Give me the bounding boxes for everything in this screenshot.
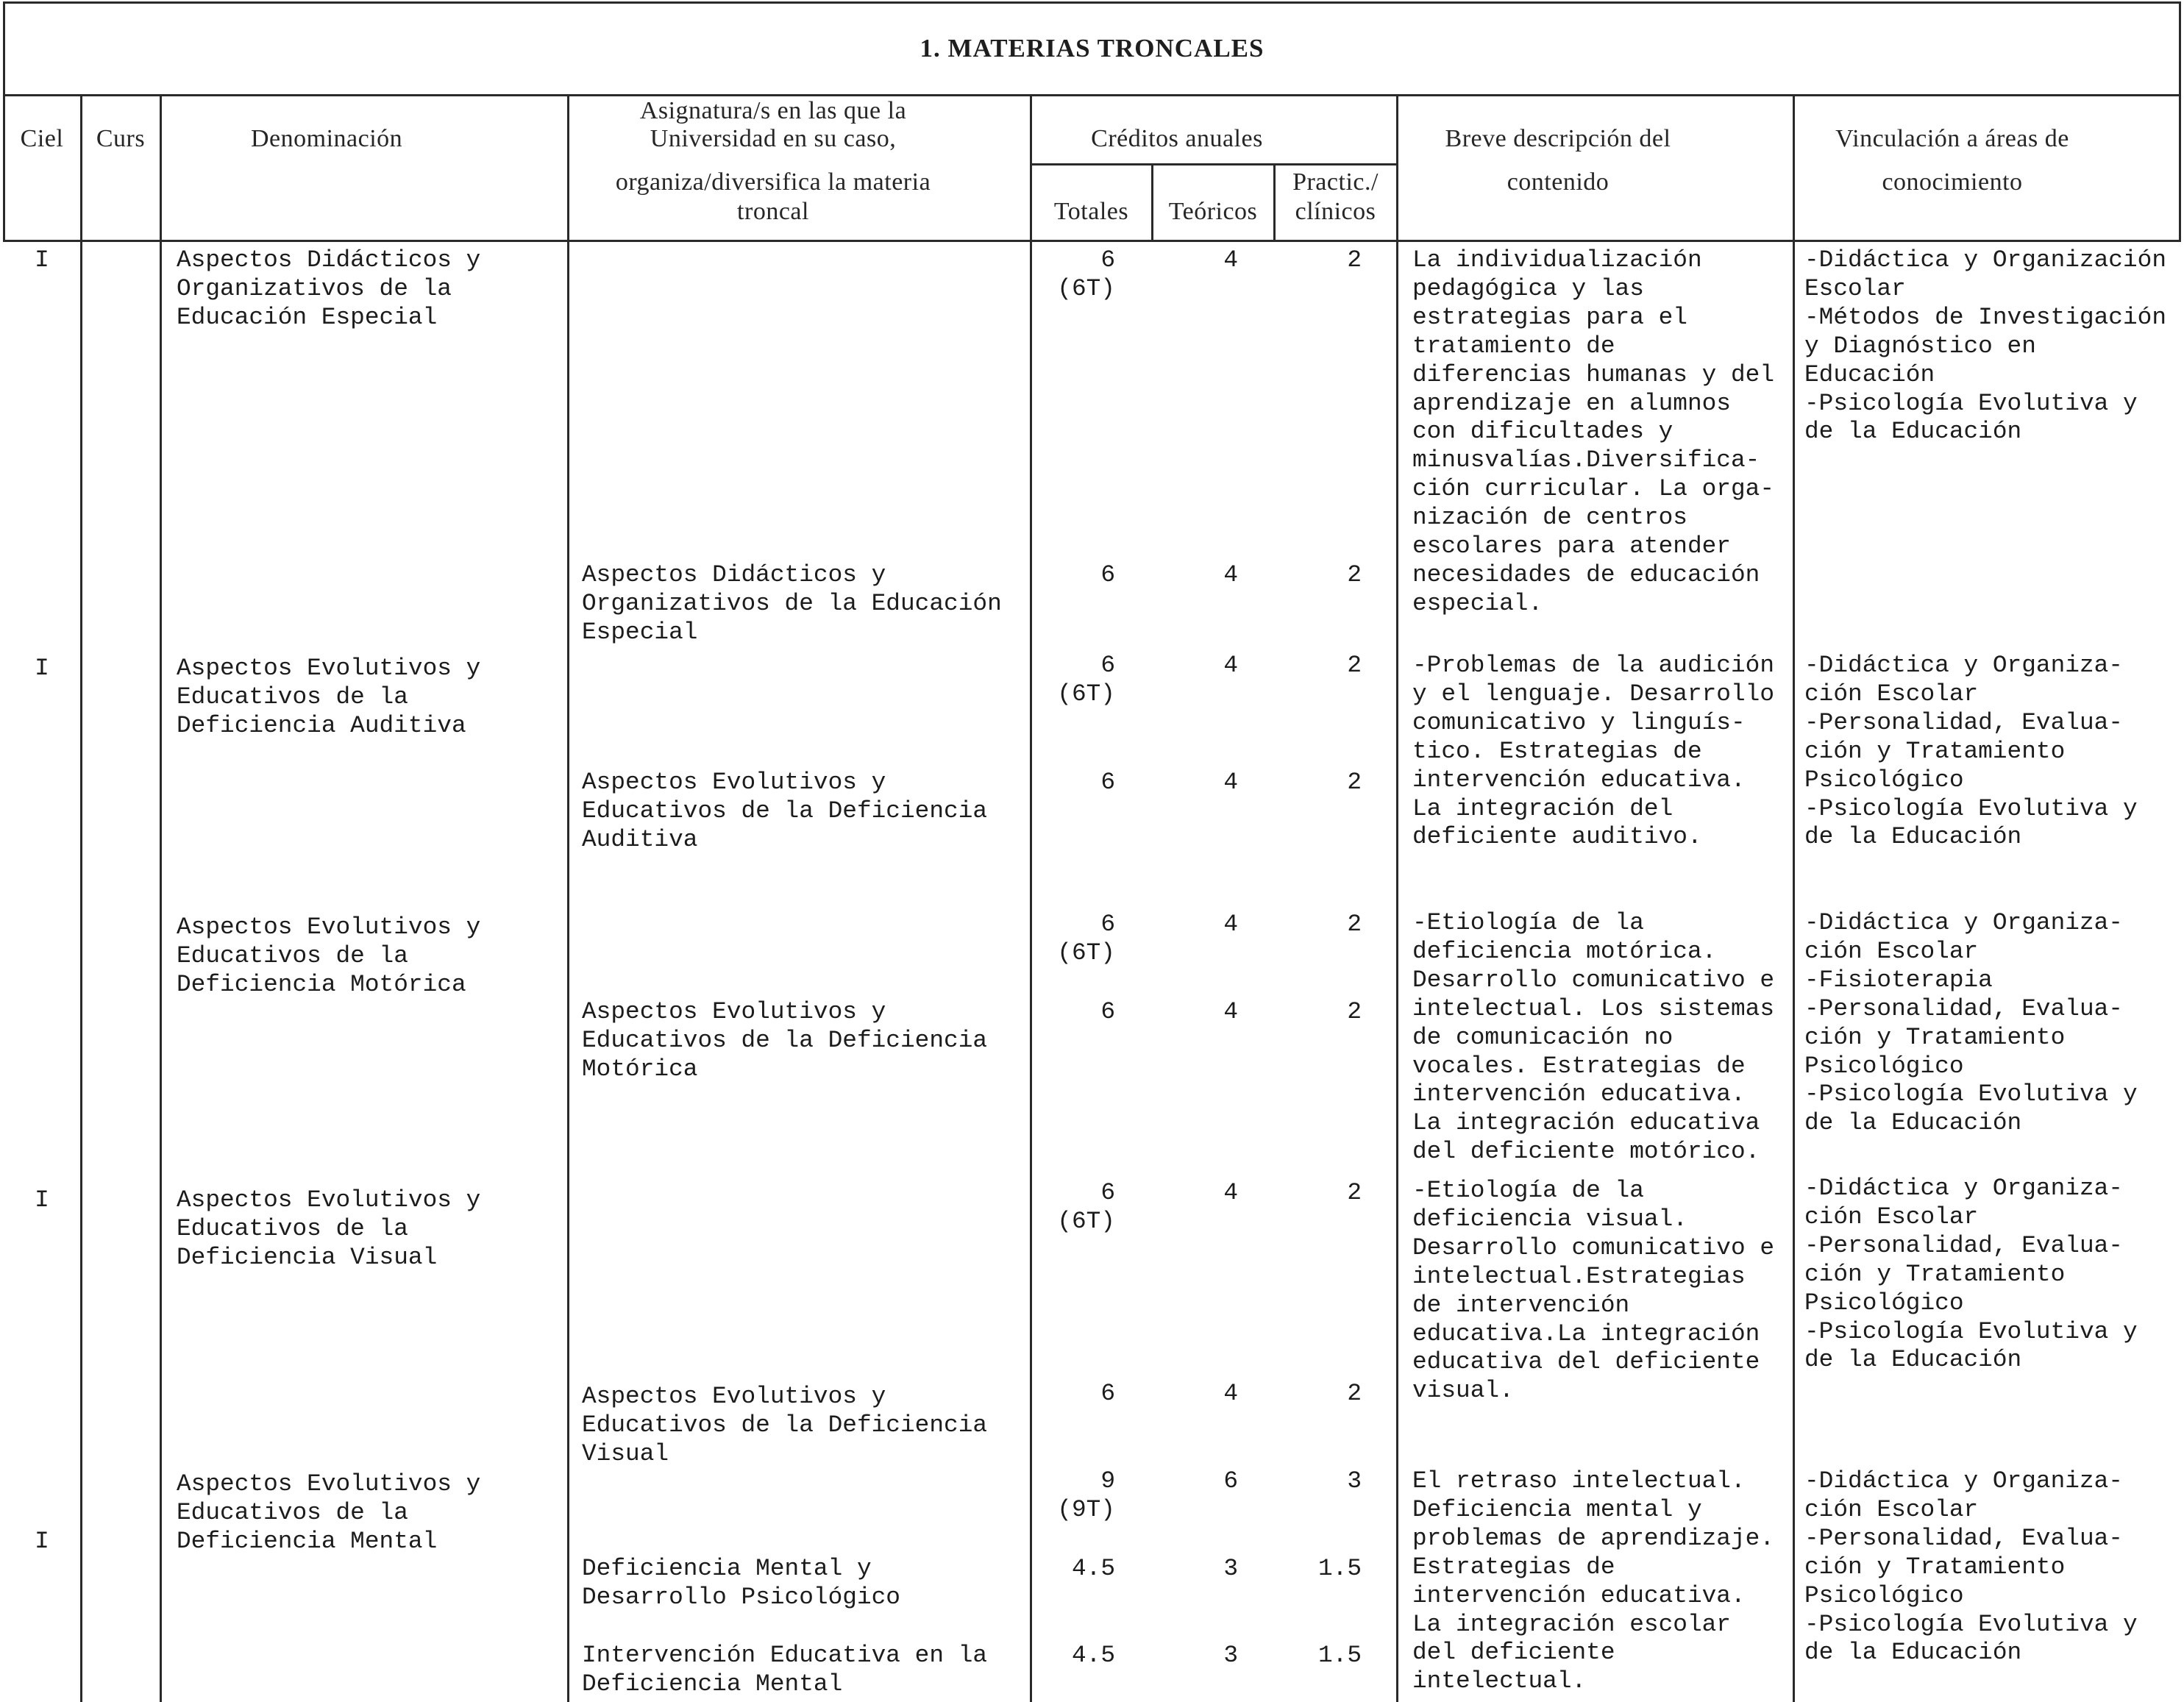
creditos-split-rule bbox=[1031, 163, 1397, 165]
creditos-practicos-cell: 2 bbox=[1347, 911, 1362, 938]
creditos-totales-cell: 6 bbox=[1100, 246, 1115, 274]
column-rule-descripcion bbox=[1793, 95, 1795, 1702]
vinculacion-cell: -Didáctica y Organiza- ción Escolar -Fisioterapia -Personalidad, Evalua- ción y Tratamiento Psicológico -Psicología Evolutiva y de la Educación bbox=[1804, 909, 2138, 1137]
asignatura-practicos-cell: 2 bbox=[1347, 1380, 1362, 1407]
descripcion-cell: -Etiología de la deficiencia visual. Desarrollo comunicativo e intelectual.Estrategias de intervención educativa.La integración educativa del deficiente visual. bbox=[1412, 1177, 1775, 1405]
asignatura-practicos-cell: 2 bbox=[1347, 561, 1362, 588]
descripcion-cell: -Etiología de la deficiencia motórica. Desarrollo comunicativo e intelectual. Los sistemas de comunicación no vocales. Estrategias de intervención educativa. La integración educativa del deficiente motórico. bbox=[1412, 909, 1775, 1166]
ciclo-cell: I bbox=[35, 246, 49, 274]
creditos-totales-tipo-cell: (6T) bbox=[1057, 680, 1115, 708]
asignatura-nombre-cell: Deficiencia Mental y Desarrollo Psicológico bbox=[582, 1555, 900, 1611]
column-rule-ciclo bbox=[80, 95, 82, 1702]
asignatura-totales-cell: 6 bbox=[1100, 998, 1115, 1025]
creditos-teoricos-cell: 6 bbox=[1223, 1467, 1238, 1495]
creditos-teoricos-cell: 4 bbox=[1223, 652, 1238, 679]
asignatura-nombre-cell: Aspectos Evolutivos y Educativos de la Deficiencia Auditiva bbox=[582, 769, 988, 853]
asignatura-nombre-cell: Aspectos Didácticos y Organizativos de la Educación Especial bbox=[582, 561, 1002, 646]
ciclo-cell: I bbox=[35, 655, 49, 682]
denominacion-cell: Aspectos Evolutivos y Educativos de la Deficiencia Mental bbox=[177, 1470, 481, 1555]
column-rule-curso bbox=[160, 95, 162, 1702]
creditos-totales-tipo-cell: (6T) bbox=[1057, 275, 1115, 302]
creditos-totales-tipo-cell: (6T) bbox=[1057, 1208, 1115, 1235]
descripcion-cell: La individualización pedagógica y las estrategias para el tratamiento de diferencias humanas y del aprendizaje en alumnos con dificultades y minusvalías.Diversifica- ción curricular. La orga- nización de centros escolares para atender necesidades de educación especial. bbox=[1412, 246, 1775, 617]
creditos-practicos-cell: 2 bbox=[1347, 1179, 1362, 1206]
asignatura-nombre-cell: Aspectos Evolutivos y Educativos de la Deficiencia Motórica bbox=[582, 998, 988, 1083]
denominacion-cell: Aspectos Evolutivos y Educativos de la Deficiencia Motórica bbox=[177, 914, 481, 998]
header-curso: Curs bbox=[96, 125, 146, 152]
asignatura-teoricos-cell: 3 bbox=[1223, 1555, 1238, 1582]
vinculacion-cell: -Didáctica y Organización Escolar -Métodos de Investigación y Diagnóstico en Educación -Psicología Evolutiva y de la Educación bbox=[1804, 246, 2167, 446]
asignatura-totales-cell: 4.5 bbox=[1071, 1642, 1115, 1669]
asignatura-nombre-cell: Aspectos Evolutivos y Educativos de la Deficiencia Visual bbox=[582, 1383, 988, 1467]
vinculacion-cell: -Didáctica y Organiza- ción Escolar -Personalidad, Evalua- ción y Tratamiento Psicológico -Psicología Evolutiva y de la Educación bbox=[1804, 1467, 2138, 1667]
vinculacion-cell: -Didáctica y Organiza- ción Escolar -Personalidad, Evalua- ción y Tratamiento Psicológico -Psicología Evolutiva y de la Educación bbox=[1804, 652, 2138, 851]
asignatura-totales-cell: 6 bbox=[1100, 1380, 1115, 1407]
asignatura-practicos-cell: 2 bbox=[1347, 769, 1362, 796]
asignatura-teoricos-cell: 4 bbox=[1223, 561, 1238, 588]
asignatura-totales-cell: 6 bbox=[1100, 769, 1115, 796]
ciclo-cell: I bbox=[35, 1528, 49, 1555]
creditos-practicos-cell: 2 bbox=[1347, 652, 1362, 679]
descripcion-cell: El retraso intelectual. Deficiencia mental y problemas de aprendizaje. Estrategias de intervención educativa. La integración escolar del deficiente intelectual. bbox=[1412, 1467, 1775, 1695]
table-title: 1. MATERIAS TRONCALES bbox=[920, 33, 1264, 63]
creditos-totales-cell: 6 bbox=[1100, 911, 1115, 938]
vinculacion-cell: -Didáctica y Organiza- ción Escolar -Personalidad, Evalua- ción y Tratamiento Psicológico -Psicología Evolutiva y de la Educación bbox=[1804, 1175, 2138, 1374]
creditos-practicos-cell: 2 bbox=[1347, 246, 1362, 274]
header-teoricos: Teóricos bbox=[1168, 198, 1258, 225]
header-bottom-rule bbox=[3, 240, 2181, 242]
creditos-teoricos-cell: 4 bbox=[1223, 1179, 1238, 1206]
creditos-totales-tipo-cell: (6T) bbox=[1057, 939, 1115, 966]
header-practicos: Practic./ clínicos bbox=[1292, 168, 1379, 225]
asignatura-totales-cell: 4.5 bbox=[1071, 1555, 1115, 1582]
asignatura-practicos-cell: 1.5 bbox=[1317, 1555, 1362, 1582]
creditos-teoricos-cell: 4 bbox=[1223, 911, 1238, 938]
asignatura-practicos-cell: 1.5 bbox=[1317, 1642, 1362, 1669]
creditos-totales-tipo-cell: (9T) bbox=[1057, 1496, 1115, 1523]
denominacion-cell: Aspectos Didácticos y Organizativos de la Educación Especial bbox=[177, 246, 481, 331]
descripcion-cell: -Problemas de la audición y el lenguaje. Desarrollo comunicativo y linguís- tico. Estrategias de intervención educativa. La integración del deficiente auditivo. bbox=[1412, 652, 1775, 851]
asignatura-practicos-cell: 2 bbox=[1347, 998, 1362, 1025]
asignatura-teoricos-cell: 3 bbox=[1223, 1642, 1238, 1669]
asignatura-teoricos-cell: 4 bbox=[1223, 769, 1238, 796]
asignatura-teoricos-cell: 4 bbox=[1223, 998, 1238, 1025]
header-vinculacion: Vinculación a áreas de bbox=[1835, 125, 2069, 152]
creditos-teoricos-cell: 4 bbox=[1223, 246, 1238, 274]
header-creditos: Créditos anuales bbox=[1091, 125, 1263, 152]
asignatura-totales-cell: 6 bbox=[1100, 561, 1115, 588]
header-vinculacion-cont: conocimiento bbox=[1882, 168, 2023, 196]
creditos-totales-cell: 6 bbox=[1100, 1179, 1115, 1206]
header-totales: Totales bbox=[1053, 198, 1129, 225]
header-denominacion: Denominación bbox=[251, 125, 403, 152]
header-asignaturas-top: Asignatura/s en las que la Universidad en su caso, bbox=[639, 97, 907, 152]
column-rule-creditos bbox=[1396, 95, 1398, 1702]
asignatura-teoricos-cell: 4 bbox=[1223, 1380, 1238, 1407]
column-rule-denominacion bbox=[567, 95, 569, 1702]
asignatura-nombre-cell: Intervención Educativa en la Deficiencia Mental bbox=[582, 1642, 988, 1698]
header-asignaturas-bottom: organiza/diversifica la materia troncal bbox=[615, 168, 931, 225]
header-descripcion: Breve descripción del bbox=[1445, 125, 1671, 152]
denominacion-cell: Aspectos Evolutivos y Educativos de la Deficiencia Auditiva bbox=[177, 655, 481, 739]
creditos-totales-cell: 9 bbox=[1100, 1467, 1115, 1495]
denominacion-cell: Aspectos Evolutivos y Educativos de la Deficiencia Visual bbox=[177, 1186, 481, 1271]
column-rule-asignaturas bbox=[1030, 95, 1032, 1702]
header-ciclo: Ciel bbox=[20, 125, 64, 152]
creditos-totales-cell: 6 bbox=[1100, 652, 1115, 679]
creditos-practicos-cell: 3 bbox=[1347, 1467, 1362, 1495]
ciclo-cell: I bbox=[35, 1186, 49, 1214]
header-descripcion-cont: contenido bbox=[1507, 168, 1609, 196]
